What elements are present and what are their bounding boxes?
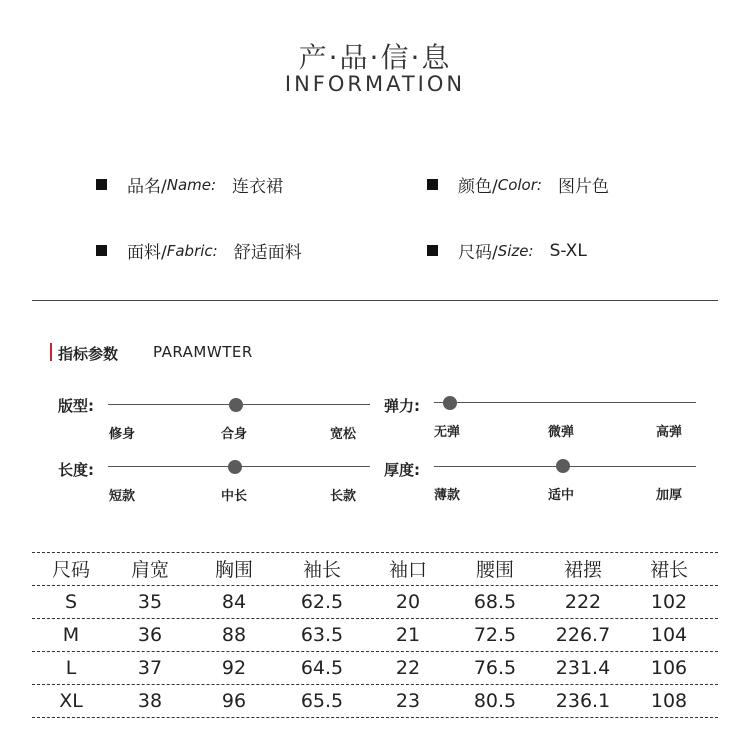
info-value: 舒适面料	[233, 243, 302, 263]
table-cell: 96	[221, 689, 247, 712]
scale-tick: 微弹	[548, 425, 575, 440]
table-cell: 23	[395, 689, 421, 712]
params-title-en: PARAMWTER	[153, 343, 253, 361]
bullet-square-icon	[427, 245, 438, 256]
info-label-cn: 面料/	[127, 243, 167, 263]
table-header-cell: 袖长	[302, 559, 341, 581]
table-cell: 84	[221, 590, 247, 613]
info-label-cn: 尺码/	[458, 243, 498, 263]
accent-bar	[50, 343, 52, 361]
info-value: S-XL	[549, 240, 587, 261]
table-cell: 64.5	[300, 656, 344, 679]
table-cell: 63.5	[300, 623, 344, 646]
scale-tick: 加厚	[656, 488, 683, 503]
page-title-en: INFORMATION	[284, 72, 466, 96]
table-row	[32, 585, 718, 618]
table-cell: 68.5	[473, 590, 517, 613]
scale-tick: 宽松	[330, 427, 357, 442]
table-cell: 226.7	[555, 623, 611, 646]
params-title-cn: 指标参数	[58, 345, 119, 363]
table-row	[32, 651, 718, 684]
table-cell: 22	[395, 656, 421, 679]
table-rule	[32, 717, 718, 718]
table-cell: 72.5	[473, 623, 517, 646]
table-cell: 104	[650, 623, 688, 646]
table-header-cell: 胸围	[214, 559, 253, 581]
info-label-cn: 品名/	[127, 177, 167, 197]
scale-label-length: 长度:	[58, 461, 94, 479]
table-header-cell: 肩宽	[130, 559, 169, 581]
table-cell: 62.5	[300, 590, 344, 613]
info-fabric	[96, 238, 302, 263]
scale-marker-fit	[229, 398, 243, 412]
scale-marker-thickness	[556, 459, 570, 473]
table-header-cell: 裙摆	[563, 559, 602, 581]
info-label-en: Fabric:	[166, 241, 218, 260]
scale-label-fit: 版型:	[58, 397, 94, 415]
scale-tick: 适中	[548, 488, 575, 503]
page-title-cn: 产·品·信·息	[298, 41, 452, 74]
info-name	[96, 172, 283, 197]
table-cell: 106	[650, 656, 688, 679]
scale-tick: 薄款	[434, 488, 461, 503]
table-header-cell: 腰围	[475, 559, 514, 581]
table-cell: XL	[59, 689, 83, 712]
table-cell: 80.5	[473, 689, 517, 712]
table-row	[32, 684, 718, 717]
scale-tick: 修身	[109, 427, 136, 442]
scale-tick: 长款	[330, 489, 357, 504]
info-size	[427, 238, 587, 263]
info-value: 图片色	[557, 177, 609, 197]
bullet-square-icon	[96, 245, 107, 256]
info-value: 连衣裙	[232, 177, 284, 197]
scale-tick: 无弹	[434, 425, 461, 440]
table-cell: 37	[137, 656, 163, 679]
table-header-cell: 裙长	[649, 559, 688, 581]
table-cell: 108	[650, 689, 688, 712]
table-cell: L	[65, 656, 77, 679]
table-cell: 88	[221, 623, 247, 646]
scale-marker-elasticity	[443, 396, 457, 410]
table-cell: 38	[137, 689, 163, 712]
info-label-en: Name:	[166, 175, 217, 194]
table-cell: M	[62, 623, 80, 646]
scale-track-elasticity	[434, 402, 696, 403]
info-color	[427, 172, 609, 197]
scale-marker-length	[228, 460, 242, 474]
info-label-cn: 颜色/	[458, 177, 498, 197]
table-cell: 76.5	[473, 656, 517, 679]
info-label-en: Color:	[497, 175, 542, 194]
table-cell: 20	[395, 590, 421, 613]
scale-label-thickness: 厚度:	[384, 461, 420, 479]
bullet-square-icon	[96, 179, 107, 190]
table-cell: S	[64, 590, 78, 613]
table-row	[32, 618, 718, 651]
table-cell: 222	[564, 590, 602, 613]
table-cell: 236.1	[555, 689, 611, 712]
section-divider	[32, 300, 718, 301]
table-header-row	[32, 552, 718, 585]
scale-tick: 合身	[221, 427, 248, 442]
table-cell: 65.5	[300, 689, 344, 712]
bullet-square-icon	[427, 179, 438, 190]
scale-tick: 短款	[109, 489, 136, 504]
table-cell: 231.4	[555, 656, 611, 679]
table-cell: 35	[137, 590, 163, 613]
scale-tick: 高弹	[656, 425, 683, 440]
table-header-cell: 袖口	[388, 559, 427, 581]
info-label-en: Size:	[497, 241, 534, 260]
scale-tick: 中长	[221, 489, 248, 504]
table-header-cell: 尺码	[51, 559, 90, 581]
table-cell: 36	[137, 623, 163, 646]
scale-label-elasticity: 弹力:	[384, 397, 420, 415]
table-cell: 92	[221, 656, 247, 679]
table-cell: 21	[395, 623, 421, 646]
table-cell: 102	[650, 590, 688, 613]
